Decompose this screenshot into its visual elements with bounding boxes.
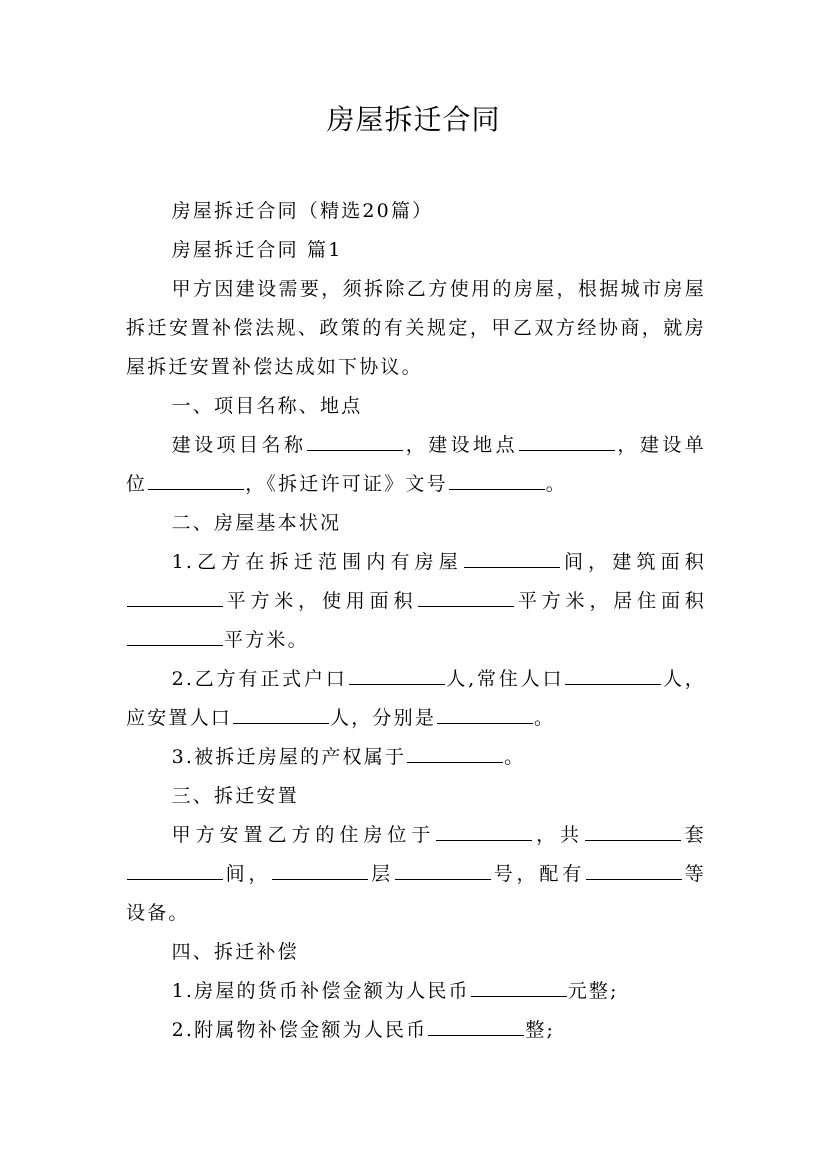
fill-blank[interactable]: [418, 589, 514, 607]
text-segment: 1.房屋的货币补偿金额为人民币: [171, 980, 470, 1002]
text-segment: 2.乙方有正式户口: [171, 668, 348, 690]
text-segment: 建设项目名称: [171, 434, 307, 456]
text-segment: 。: [545, 473, 567, 495]
heading-compensation: 四、拆迁补偿: [171, 941, 299, 963]
text-segment: 3.被拆迁房屋的产权属于: [171, 746, 407, 768]
fill-blank[interactable]: [307, 433, 403, 451]
fill-blank[interactable]: [127, 628, 223, 646]
text-segment: 间，: [224, 863, 272, 885]
fill-blank[interactable]: [449, 472, 545, 490]
text-segment: 人,常住人口: [445, 668, 565, 690]
text-segment: 人，分别是: [330, 707, 437, 729]
project-info-paragraph: [126, 426, 706, 504]
fill-blank[interactable]: [585, 823, 681, 841]
fill-blank[interactable]: [471, 979, 567, 997]
text-segment: 号，配有: [491, 863, 586, 885]
text-segment: ，《拆迁许可证》文号: [245, 473, 448, 495]
household-paragraph: [126, 660, 706, 738]
section-heading-part1: 房屋拆迁合同 篇1: [171, 239, 343, 261]
text-segment: 元整;: [567, 980, 619, 1002]
text-segment: 等设备。: [126, 863, 706, 924]
heading-project: 一、项目名称、地点: [171, 395, 363, 417]
fill-blank[interactable]: [436, 823, 532, 841]
heading-house-status: 二、房屋基本状况: [171, 512, 342, 534]
monetary-compensation-paragraph: [126, 972, 706, 1011]
fill-blank[interactable]: [428, 1018, 524, 1036]
fill-blank[interactable]: [233, 706, 329, 724]
ownership-paragraph: [126, 738, 706, 777]
fill-blank[interactable]: [395, 862, 491, 880]
text-segment: 人，应安置人口: [126, 668, 707, 729]
text-segment: 层: [369, 863, 394, 885]
fill-blank[interactable]: [407, 745, 503, 763]
text-segment: 。: [504, 746, 526, 768]
relocation-housing-paragraph: [126, 816, 706, 933]
text-segment: 平方米，居住面积: [515, 590, 706, 612]
fill-blank[interactable]: [565, 667, 661, 685]
fill-blank[interactable]: [586, 862, 682, 880]
fill-blank[interactable]: [464, 550, 560, 568]
text-segment: 2.附属物补偿金额为人民币: [171, 1019, 428, 1041]
document-body: [126, 192, 706, 1050]
text-segment: 套: [682, 824, 707, 846]
text-segment: 间，建筑面积: [560, 551, 706, 573]
intro-paragraph: 甲方因建设需要，须拆除乙方使用的房屋，根据城市房屋拆迁安置补偿法规、政策的有关规定，甲乙双方经协商，就房屋拆迁安置补偿达成如下协议。: [126, 278, 706, 378]
text-segment: 平方米。: [224, 629, 309, 651]
text-segment: 1.乙方在拆迁范围内有房屋: [171, 551, 463, 573]
document-title: 房屋拆迁合同: [326, 103, 501, 136]
fill-blank[interactable]: [272, 862, 368, 880]
fill-blank[interactable]: [127, 589, 223, 607]
text-segment: ，建设地点: [404, 434, 519, 456]
fill-blank[interactable]: [519, 433, 615, 451]
house-area-paragraph: [126, 543, 706, 660]
text-segment: ，建设单位: [126, 434, 706, 495]
fill-blank[interactable]: [127, 862, 223, 880]
heading-relocation: 三、拆迁安置: [171, 785, 299, 807]
attachment-compensation-paragraph: [126, 1011, 706, 1050]
fill-blank[interactable]: [148, 472, 244, 490]
subtitle-paragraph: 房屋拆迁合同（精选20篇）: [171, 200, 434, 222]
text-segment: 甲方安置乙方的住房位于: [171, 824, 436, 846]
text-segment: 。: [534, 707, 556, 729]
fill-blank[interactable]: [437, 706, 533, 724]
text-segment: 平方米，使用面积: [224, 590, 418, 612]
fill-blank[interactable]: [349, 667, 445, 685]
text-segment: 整;: [525, 1019, 556, 1041]
text-segment: ，共: [533, 824, 585, 846]
